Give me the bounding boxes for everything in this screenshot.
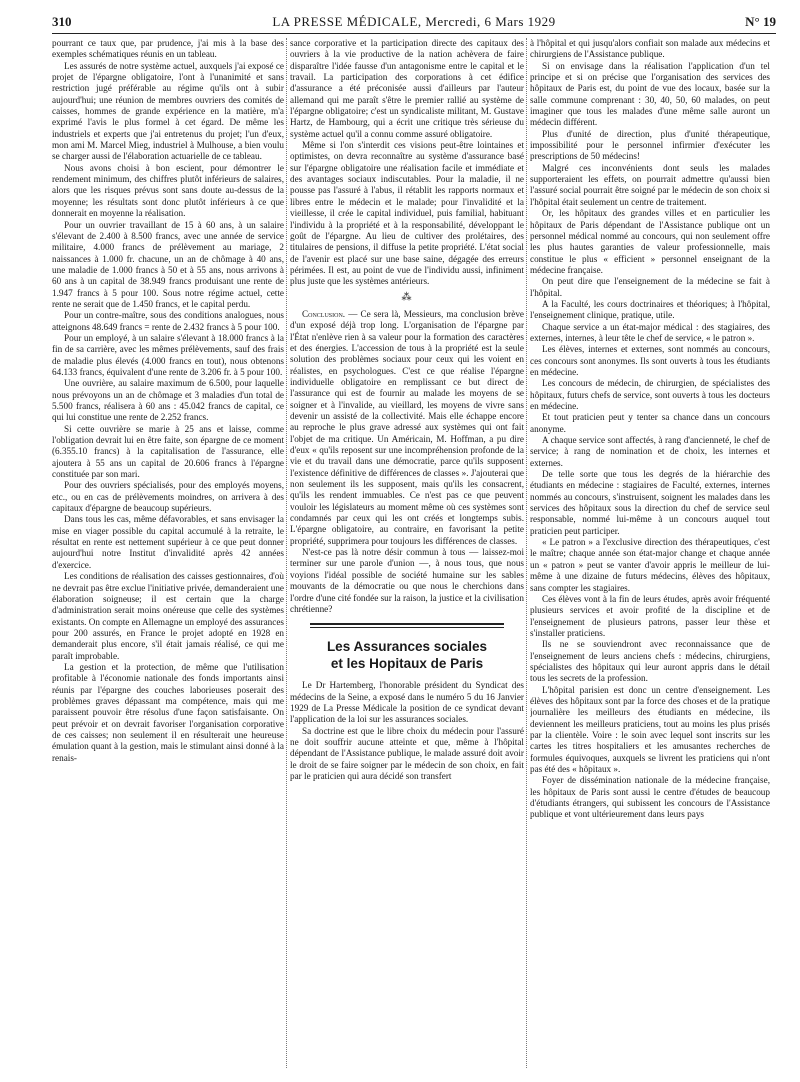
section-rule	[310, 627, 504, 628]
paragraph: On peut dire que l'enseignement de la médecine se fait à l'hôpital.	[530, 276, 770, 298]
paragraph: Nous avons choisi à bon escient, pour démontrer le rendement minimum, des chiffres plutôt inférieurs de salaires, alors que les risques prévus sont sans doute au-dessus de la moyenne; les résultats sont donc plutôt inférieurs à ce que donnerait en moyenne la réalisation.	[52, 162, 284, 219]
paragraph: Dans tous les cas, même défavorables, et sans envisager la mise en viager possible du capital accumulé à la retraite, le résultat en rente est nettement supérieur à ce que peut donner aujourd'hui notre Institut d'invalidité après 42 années d'exercice.	[52, 514, 284, 570]
paragraph: Les conditions de réalisation des caisses gestionnaires, d'où ne devrait pas être exclue l'initiative privée, demanderaient une élaboration soigneuse; il est certain que la charge d'administration serait moins onéreuse que celle des systèmes existants. On compte en Allemagne un employé des assurances pour 200 assurés, en France le projet adopté en 1928 en demanderait plus encore, s'il était jamais réalisé, ce qui me paraît improbable.	[52, 571, 284, 661]
paragraph: A chaque service sont affectés, à rang d'ancienneté, le chef de service; à rang de nomination et de choix, les internes et externes.	[530, 435, 770, 468]
paragraph: Même si l'on s'interdit ces visions peut-être lointaines et optimistes, on devra reconnaître au système d'assurance basé sur l'épargne obligatoire une réalisation facile et immédiate et des avantages sociaux indiscutables. Pour la maladie, il ne pousse pas l'assuré à l'abus, il rétablit les rapports normaux et libres entre le médecin et le malade; pour l'invalidité et la vieillesse, il crée le capital individuel, puis familial, habituant l'individu à la propriété et à la responsabilité, développant le goût de l'épargne. Au lieu de cultiver des prolétaires, des titulaires de pensions, il diffuse la petite propriété. L'état social de l'avenir est placé sur une base saine, dégagée des erreurs périmées. Il est, au point de vue de l'individu aussi, infiniment plus juste que les systèmes antérieurs.	[290, 140, 524, 287]
paragraph: Et tout praticien peut y tenter sa chance dans un concours anonyme.	[530, 412, 770, 434]
paragraph: Ces élèves vont à la fin de leurs études, après avoir fréquenté plusieurs services et avoir profité de la discipline et de l'enseignement de plusieurs patrons, passer leur thèse et s'installer praticiens.	[530, 593, 770, 638]
paragraph: Les élèves, internes et externes, sont nommés au concours, ces concours sont anonymes. Ils sont ouverts à tous les étudiants en médecine.	[530, 344, 770, 377]
header-rule	[52, 33, 776, 34]
paragraph: La gestion et la protection, de même que l'utilisation profitable à l'économie nationale des fonds importants ainsi réunis par l'épargne des couches laborieuses poserait des problèmes graves dépassant ma compétence, mais qui me paraissent pouvoir être résolus d'une façon satisfaisante. On peut prévoir et on devrait favoriser l'organisation corporative de ces caisses; non seulement il en résulterait une heureuse émulation quant à la gestion, mais le stimulant ainsi donné à la renais-	[52, 661, 284, 763]
column-3	[530, 38, 770, 1068]
paragraph: Pour des ouvriers spécialisés, pour des employés moyens, etc., ou en cas de prélèvements moindres, on arrivera à des capitaux d'épargne de beaucoup supérieurs.	[52, 480, 284, 514]
conclusion-label: Conclusion.	[302, 308, 346, 319]
paragraph: Si on envisage dans la réalisation l'application d'un tel principe et si on précise que l'organisation des services des hôpitaux de Paris est, du point de vue des locaux, basée sur la salle commune comprenant : 30, 40, 50, 60 malades, on peut imaginer que tous les malades d'une même salle auront un médecin différent.	[530, 60, 770, 128]
paragraph: sance corporative et la participation directe des capitaux des ouvriers à la vie productive de la nation achèvera de faire disparaître l'idée fausse d'un antagonisme entre le capital et le travail. La participation des corporations à cet édifice d'assurance a été préconisée aussi d'ailleurs par l'auteur allemand qui me paraît s'être le premier rallié au système de l'épargne obligatoire; c'est un syndicaliste militant, M. Gustave Hartz, de Hambourg, qui a écrit une critique très sérieuse du système actuel qu'il a connu comme assuré obligatoire.	[290, 38, 524, 139]
paragraph: Foyer de dissémination nationale de la médecine française, les hôpitaux de Paris sont aussi le centre d'études de beaucoup d'étudiants étrangers, qui subissent les concours de l'Assistance publique et vont ultérieurement dans leurs pays	[530, 775, 770, 820]
section-rule	[310, 623, 504, 625]
paragraph: Or, les hôpitaux des grandes villes et en particulier les hôpitaux de Paris dépendant de l'Assistance publique ont un personnel médical nommé au concours, qui non seulement offre les plus hautes garanties de valeur professionnelle, mais constitue le plus « efficient » personnel enseignant de la médecine française.	[530, 208, 770, 275]
article-title-line: Les Assurances sociales	[326, 639, 488, 655]
column-1	[52, 38, 284, 1068]
paragraph: Pour un contre-maître, sous des conditions analogues, nous atteignons 48.649 francs = rente de 2.432 francs à 5 pour 100.	[52, 310, 284, 332]
paragraph: Les assurés de notre système actuel, auxquels j'ai exposé ce projet de l'épargne obligatoire, l'ont à l'unanimité et sans restriction jugé préférable au régime qu'ils ont à subir aujourd'hui; une réunion de membres ouvriers des comités de caisses, hommes de grande expérience en la matière, m'a exprimé l'avis le plus formel à cet égard. De même les industriels et experts que j'ai entretenus du projet; l'un d'eux, mon ami M. Marcel Mieg, industriel à Mulhouse, a bien voulu se charger aussi de l'élaboration actuarielle de ce tableau.	[52, 60, 284, 162]
conclusion-text: — Ce sera là, Messieurs, ma conclusion brève d'un exposé déjà trop long. L'organisation de l'épargne par l'État n'enlève rien à sa valeur pour la formation des caractères et des énergies. L'accession de tous à la propriété est la seule solution des problèmes sociaux pour ceux qui les voient en réalistes, en psychologues. C'est ce que réalise l'épargne individuelle obligatoire en remplissant ce but direct de l'assurance qui est de fournir au malade les moyens de se soigner et à l'invalide, au vieillard, les moyens de vivre sans devenir un assisté de la collectivité. Mais elle échappe encore au reproche le plus grave adressé aux systèmes qui ont fait l'objet de ma critique. Un Américain, M. Hoffman, a pu dire d'eux « qu'ils reposent sur une incompréhension profonde de la vie et du travail dans une démocratie, parce qu'ils supposent l'existence définitive de différences de classes ». J'ajouterai que non seulement ils les supposent, mais qu'ils les consacrent, qu'ils les rendent immuables. Ce n'est pas ce que peuvent vouloir les législateurs au moment même où ces systèmes sont condamnés par ceux qui les ont créés et longtemps subis. L'épargne obligatoire, au contraire, en favorisant la petite propriété, supprimera pour toujours les différences de classes.	[290, 308, 524, 546]
paragraph: pourrant ce taux que, par prudence, j'ai mis à la base des exemples schématiques réunis en un tableau.	[52, 38, 284, 60]
page-header	[52, 14, 776, 34]
article-title	[290, 638, 524, 672]
paragraph: Malgré ces inconvénients dont seuls les malades supporteraient les effets, on pourrait admettre qu'aussi bien l'assuré social pourrait être soigné par le médecin de son choix si l'hôpital était seulement un centre de traitement.	[530, 162, 770, 207]
article-title-line: et les Hopitaux de Paris	[330, 656, 484, 672]
column-divider	[286, 38, 287, 1068]
paragraph: Plus d'unité de direction, plus d'unité thérapeutique, impossibilité pour le personnel infirmier d'exécuter les prescriptions de 50 médecins!	[530, 128, 770, 162]
column-2	[290, 38, 524, 1068]
paragraph: Pour un employé, à un salaire s'élevant à 18.000 francs à la fin de sa carrière, avec les mêmes prélèvements, sauf des frais de maladie plus élevés (4.000 francs en tout), nous obtenons 64.133 francs, équivalent d'une rente de 3.206 fr. à 5 pour 100.	[52, 332, 284, 377]
paragraph: Le Dr Hartemberg, l'honorable président du Syndicat des médecins de la Seine, a exposé dans le numéro 5 du 16 Janvier 1929 de La Presse Médicale la position de ce syndicat devant l'application de la loi sur les assurances sociales.	[290, 680, 524, 725]
paragraph: à l'hôpital et qui jusqu'alors confiait son malade aux médecins et chirurgiens de l'Assistance publique.	[530, 38, 770, 60]
paragraph: De telle sorte que tous les degrés de la hiérarchie des étudiants en médecine : stagiaires de Faculté, externes, internes nommés au concours, s'instruisent, soignent les malades dans les services des hôpitaux sous la direction du chef de service seul responsable, nommé lui-même à un concours auquel tout praticien peut participer.	[530, 469, 770, 536]
paragraph: Pour un ouvrier travaillant de 15 à 60 ans, à un salaire s'élevant de 2.400 à 8.500 francs, avec une année de service militaire, 4.000 francs de prélèvement au mariage, 2 naissances à 1.000 fr. chacune, un an de chômage à 40 ans, une maladie de 1.000 francs à 50 et à 55 ans, nous arrivons à 60 ans à un capital de 38.949 francs produisant une rente de 1.947 francs à 5 pour 100. Sous notre régime actuel, cette rente ne serait que de 1.450 francs, et le capital perdu.	[52, 219, 284, 309]
asterism-divider: ⁂	[401, 291, 413, 303]
closing-paragraph: N'est-ce pas là notre désir commun à tous — laissez-moi terminer sur une parole d'union —, à nous tous, que nous voyions l'idéal possible de société humaine sur les sables mouvants de la démocratie ou que nous le cherchions dans l'ordre d'une cité fondée sur la raison, la justice et la civilisation chrétienne?	[290, 547, 524, 614]
paragraph: Sa doctrine est que le libre choix du médecin pour l'assuré ne doit souffrir aucune atteinte et que, même à l'hôpital dépendant de l'Assistance publique, le malade assuré doit avoir le droit de se faire soigner par le médecin de son choix, en fait par le praticien qui aura décidé son transfert	[290, 725, 524, 781]
page-number: 310	[52, 14, 72, 29]
issue-number: N° 19	[745, 14, 776, 29]
column-divider	[526, 38, 527, 1068]
paragraph: « Le patron » a l'exclusive direction des thérapeutiques, c'est le maître; chaque année son état-major change et chaque année un « patron » peut se vanter d'avoir appris le meilleur de lui-même à une dizaine de futurs médecins, élèves des hôpitaux, sans compter les stagiaires.	[530, 537, 770, 593]
paragraph: Une ouvrière, au salaire maximum de 6.500, pour laquelle nous prévoyons un an de chômage et 3 maladies d'un total de 5.500 francs, réalisera à 60 ans : 45.042 francs de capital, ce qui lui constitue une rente de 2.252 francs.	[52, 378, 284, 423]
paragraph: Ils ne se souviendront avec reconnaissance que de l'enseignement de leurs anciens chefs : médecins, chirurgiens, spécialistes des hôpitaux qui leur auront appris dans le détail tous les secrets de la profession.	[530, 639, 770, 684]
paragraph: Chaque service a un état-major médical : des stagiaires, des externes, internes, à leur tête le chef de service, « le patron ».	[530, 321, 770, 343]
conclusion-paragraph	[290, 309, 524, 547]
paragraph: L'hôpital parisien est donc un centre d'enseignement. Les élèves des hôpitaux sont par la force des choses et de la pratique journalière les meilleurs des étudiants en médecine, ils deviennent les meilleurs praticiens, tout au moins les plus prisés par la clientèle. Voire : le soin avec lequel sont inscrits sur les cartes les titres hospitaliers et les amusantes recherches de formules équivoques, auxquels se livrent les praticiens qui n'ont pas été des « hôpitaux ».	[530, 684, 770, 774]
paragraph: A la Faculté, les cours doctrinaires et théoriques; à l'hôpital, l'enseignement clinique, pratique, utile.	[530, 298, 770, 321]
journal-title: LA PRESSE MÉDICALE, Mercredi, 6 Mars 1929	[272, 14, 556, 29]
paragraph: Si cette ouvrière se marie à 25 ans et laisse, comme l'obligation devrait lui en être faite, son épargne de ce moment (6.355.10 francs) à la capitalisation de l'assurance, elle ajoutera à 55 ans un capital de 20.606 francs à l'épargne constituée par son mari.	[52, 423, 284, 480]
paragraph: Les concours de médecin, de chirurgien, de spécialistes des hôpitaux, futurs chefs de service, sont ouverts à tous les docteurs en médecine.	[530, 378, 770, 411]
